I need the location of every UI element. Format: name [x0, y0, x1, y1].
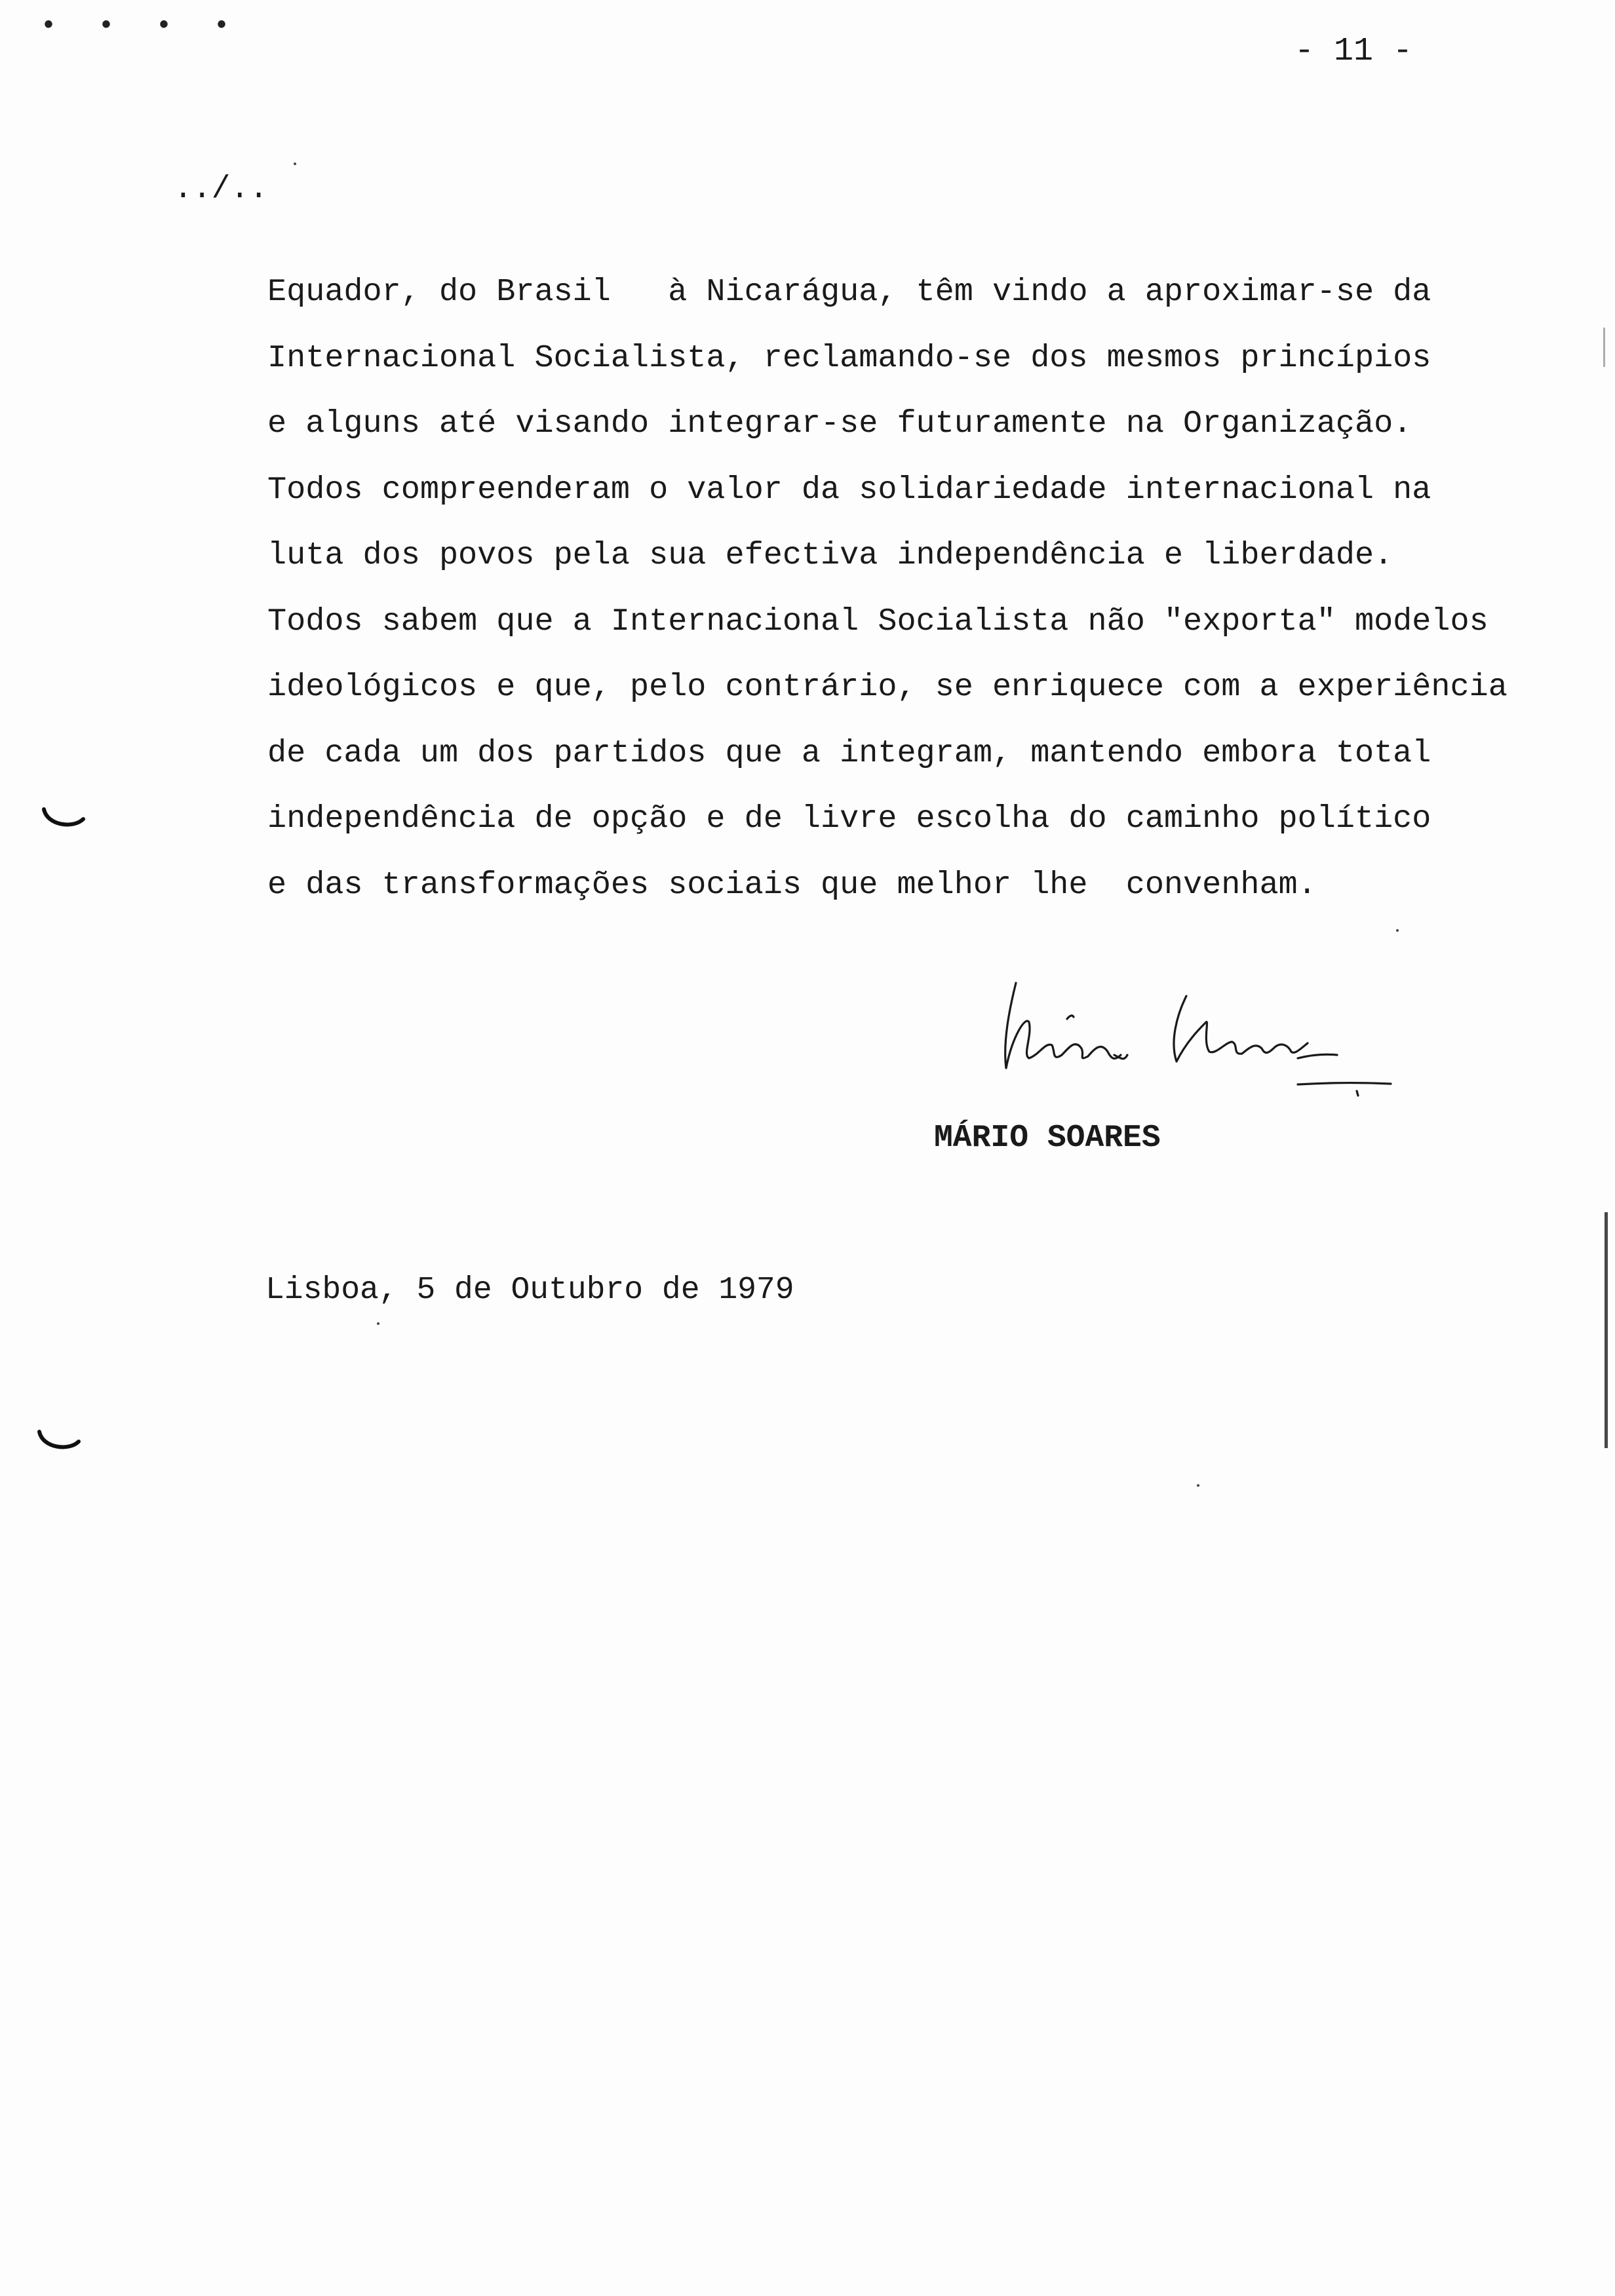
page-number: - 11 -: [1294, 33, 1413, 70]
body-line: e das transformações sociais que melhor lhe convenham.: [267, 866, 1317, 903]
body-line: Todos sabem que a Internacional Socialista não "exporta" modelos: [267, 603, 1489, 640]
body-line: Internacional Socialista, reclamando-se dos mesmos princípios: [267, 339, 1431, 376]
corner-marks: • • • •: [41, 12, 243, 41]
scan-edge-mark: [1603, 328, 1605, 367]
body-line: Equador, do Brasil à Nicarágua, têm vindo a aproximar-se da: [267, 274, 1431, 310]
paper-speck: [377, 1322, 379, 1325]
place-and-date: Lisboa, 5 de Outubro de 1979: [265, 1272, 794, 1308]
body-line: luta dos povos pela sua efectiva independência e liberdade.: [267, 537, 1393, 573]
body-line: Todos compreenderam o valor da solidariedade internacional na: [267, 471, 1431, 508]
punch-hole-mark-icon: [41, 806, 87, 832]
body-line: independência de opção e de livre escolha do caminho político: [267, 801, 1431, 837]
paper-speck: [1197, 1484, 1199, 1487]
scan-edge-mark: [1605, 1212, 1608, 1448]
body-line: de cada um dos partidos que a integram, mantendo embora total: [267, 735, 1431, 771]
paper-speck: [1396, 929, 1399, 932]
body-line: ideológicos e que, pelo contrário, se enriquece com a experiência: [267, 669, 1508, 705]
punch-hole-mark-icon: [36, 1428, 82, 1455]
letter-body: [267, 259, 1578, 918]
body-line: e alguns até visando integrar-se futuramente na Organização.: [267, 406, 1412, 442]
handwritten-signature: [990, 957, 1396, 1107]
continuation-mark: ../..: [174, 172, 269, 207]
paper-speck: [294, 163, 296, 165]
signer-name: MÁRIO SOARES: [934, 1120, 1161, 1156]
